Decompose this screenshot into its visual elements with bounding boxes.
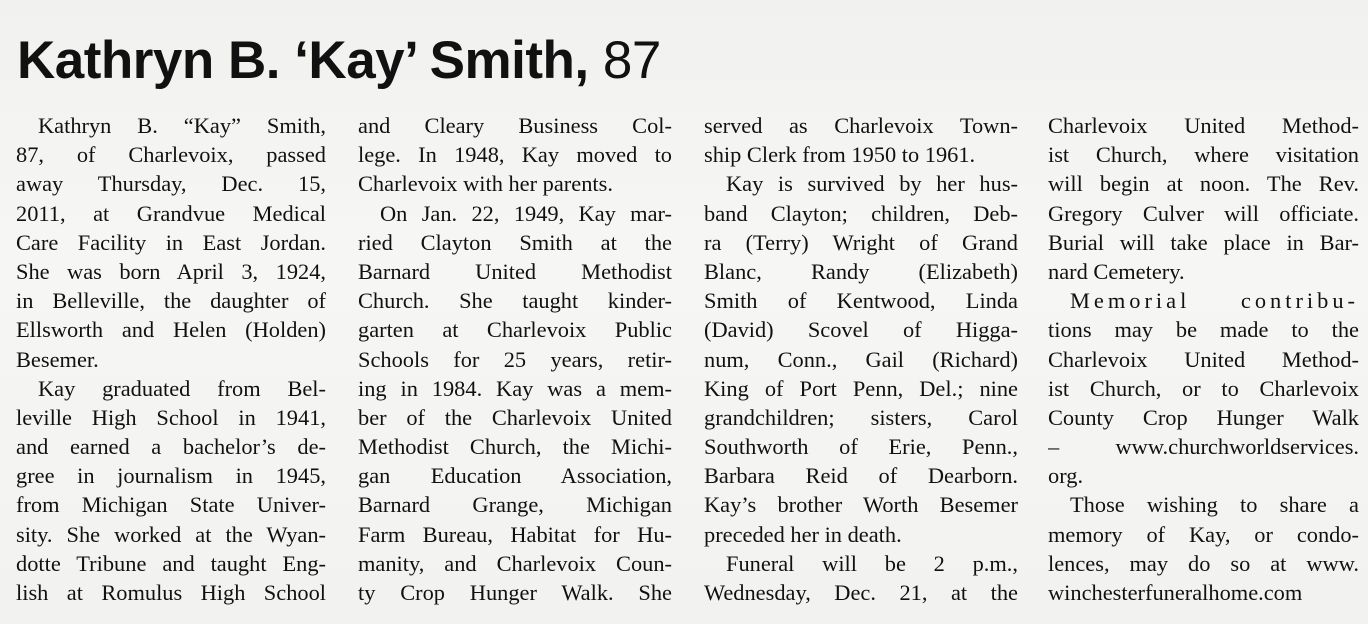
text-line: Gregory Culver will officiate. xyxy=(1048,200,1359,226)
text-line: On Jan. 22, 1949, Kay mar- xyxy=(380,200,672,226)
text-line: Smith of Kentwood, Linda xyxy=(704,288,1018,314)
text-line: nard Cemetery. xyxy=(1048,258,1185,284)
text-line: Church. She taught kinder- xyxy=(358,288,672,314)
text-line: will begin at noon. The Rev. xyxy=(1048,171,1359,197)
headline xyxy=(17,26,661,96)
text-line: 2011, at Grandvue Medical xyxy=(16,200,326,226)
text-line: memory of Kay, or condo- xyxy=(1048,521,1359,547)
text-line: away Thursday, Dec. 15, xyxy=(16,171,326,197)
text-line: Funeral will be 2 p.m., xyxy=(726,550,1018,576)
text-line: manity, and Charlevoix Coun- xyxy=(358,550,672,576)
text-line: Kay is survived by her hus- xyxy=(726,171,1018,197)
article-column-4 xyxy=(1048,111,1359,607)
text-line: served as Charlevoix Town- xyxy=(704,113,1018,138)
text-line: Besemer. xyxy=(16,346,99,372)
text-line: Farm Bureau, Habitat for Hu- xyxy=(358,521,672,547)
text-line: grandchildren; sisters, Carol xyxy=(704,404,1018,430)
article-column-3 xyxy=(704,111,1018,607)
text-line: Schools for 25 years, retir- xyxy=(358,346,672,372)
text-line: Kay’s brother Worth Besemer xyxy=(704,492,1018,518)
text-line: lences, may do so at www. xyxy=(1048,550,1359,576)
text-line: Barnard Grange, Michigan xyxy=(358,492,672,518)
text-line: in Belleville, the daughter of xyxy=(16,288,326,314)
article-column-2 xyxy=(358,111,672,607)
text-line: ist Church, or to Charlevoix xyxy=(1048,375,1359,401)
article-column-1 xyxy=(16,111,326,607)
text-line: – www.churchworldservices. xyxy=(1048,434,1359,460)
text-line: (David) Scovel of Higga- xyxy=(704,317,1018,343)
text-line: gree in journalism in 1945, xyxy=(16,463,326,489)
text-line: lege. In 1948, Kay moved to xyxy=(358,142,672,168)
text-line: County Crop Hunger Walk xyxy=(1048,404,1359,430)
text-line: Care Facility in East Jordan. xyxy=(16,229,326,255)
text-line: Memorial contribu- xyxy=(1070,288,1359,314)
text-line: and earned a bachelor’s de- xyxy=(16,434,326,460)
text-line: preceded her in death. xyxy=(704,521,902,547)
text-line: ried Clayton Smith at the xyxy=(358,229,672,255)
text-line: King of Port Penn, Del.; nine xyxy=(704,375,1018,401)
text-line: tions may be made to the xyxy=(1048,317,1359,343)
text-line: from Michigan State Univer- xyxy=(16,492,326,518)
text-line: Barnard United Methodist xyxy=(358,258,672,284)
text-line: 87, of Charlevoix, passed xyxy=(16,142,326,168)
text-line: Kay graduated from Bel- xyxy=(38,375,326,401)
text-line: Methodist Church, the Michi- xyxy=(358,434,672,460)
text-line: ship Clerk from 1950 to 1961. xyxy=(704,142,976,168)
text-line: garten at Charlevoix Public xyxy=(358,317,672,343)
text-line: Burial will take place in Bar- xyxy=(1048,229,1359,255)
text-line: org. xyxy=(1048,463,1084,489)
text-line: band Clayton; children, Deb- xyxy=(704,200,1018,226)
text-line: winchesterfuneralhome.com xyxy=(1048,580,1303,605)
text-line: lish at Romulus High School xyxy=(16,580,326,605)
headline-age: 87 xyxy=(602,31,661,90)
text-line: and Cleary Business Col- xyxy=(358,113,672,138)
text-line: num, Conn., Gail (Richard) xyxy=(704,346,1018,372)
text-line: ing in 1984. Kay was a mem- xyxy=(358,375,672,401)
text-line: ist Church, where visitation xyxy=(1048,142,1359,168)
text-line: ber of the Charlevoix United xyxy=(358,404,672,430)
text-line: ty Crop Hunger Walk. She xyxy=(358,580,672,605)
text-line: Barbara Reid of Dearborn. xyxy=(704,463,1018,489)
text-line: Charlevoix United Method- xyxy=(1048,346,1359,372)
text-line: She was born April 3, 1924, xyxy=(16,258,326,284)
text-line: Southworth of Erie, Penn., xyxy=(704,434,1018,460)
text-line: Wednesday, Dec. 21, at the xyxy=(704,580,1018,605)
text-line: Those wishing to share a xyxy=(1070,492,1359,518)
text-line: Ellsworth and Helen (Holden) xyxy=(16,317,326,343)
headline-name: Kathryn B. ‘Kay’ Smith, xyxy=(17,31,589,90)
text-line: sity. She worked at the Wyan- xyxy=(16,521,326,547)
text-line: dotte Tribune and taught Eng- xyxy=(16,550,326,576)
text-line: leville High School in 1941, xyxy=(16,404,326,430)
text-line: Charlevoix with her parents. xyxy=(358,171,613,197)
text-line: gan Education Association, xyxy=(358,463,672,489)
text-line: Charlevoix United Method- xyxy=(1048,113,1359,138)
text-line: Kathryn B. “Kay” Smith, xyxy=(38,113,326,138)
text-line: ra (Terry) Wright of Grand xyxy=(704,229,1018,255)
text-line: Blanc, Randy (Elizabeth) xyxy=(704,258,1018,284)
